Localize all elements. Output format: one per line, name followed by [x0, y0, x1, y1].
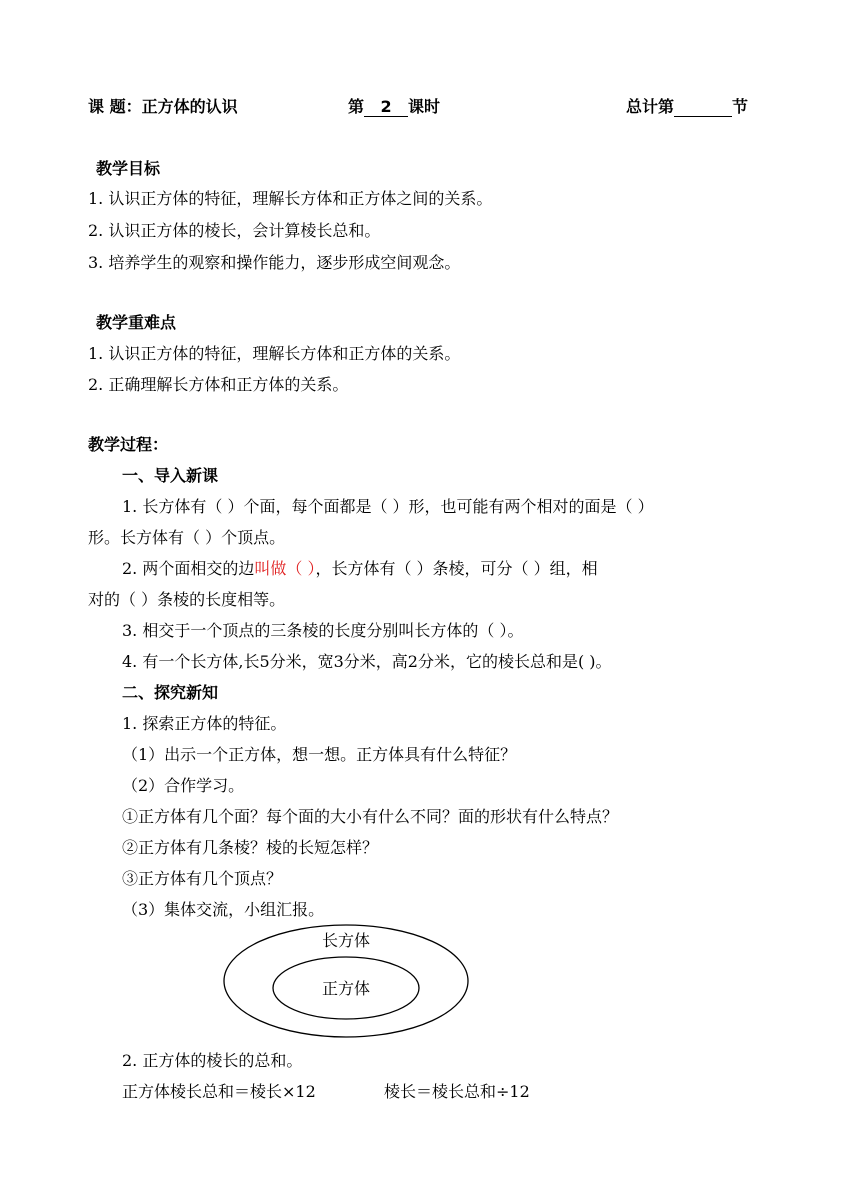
venn-svg: [220, 922, 472, 1040]
title-label: 课 题：正方体的认识: [88, 97, 238, 116]
process-heading: 教学过程：: [88, 435, 169, 454]
venn-diagram: [220, 922, 472, 1040]
objective-item: 3. 培养学生的观察和操作能力，逐步形成空间观念。: [88, 253, 461, 272]
question-2-text: 2. 两个面相交的边: [122, 559, 255, 578]
venn-outer-label: 长方体: [321, 931, 371, 950]
lesson-total: [626, 96, 748, 118]
total-blank: [674, 98, 732, 117]
question-1-line-2: 形。长方体有（ ）个顶点。: [88, 528, 286, 547]
venn-inner-label: 正方体: [321, 979, 371, 998]
total-prefix: 总计第: [626, 97, 675, 116]
explore-item-1: 1. 探索正方体的特征。: [122, 714, 287, 733]
objective-item: 1. 认识正方体的特征，理解长方体和正方体之间的关系。: [88, 189, 493, 208]
lesson-number: 2: [364, 98, 408, 117]
lesson-period: [348, 96, 440, 118]
formula-edge: 棱长＝棱长总和÷12: [384, 1082, 530, 1101]
explore-sub-1: （1）出示一个正方体，想一想。正方体具有什么特征？: [122, 745, 517, 764]
explore-sub-3: （3）集体交流，小组汇报。: [122, 900, 325, 919]
explore-circle-3: ③正方体有几个顶点？: [122, 869, 283, 888]
key-point-item: 1. 认识正方体的特征，理解长方体和正方体的关系。: [88, 344, 461, 363]
key-points-heading: 教学重难点: [96, 313, 177, 332]
objectives-heading: 教学目标: [96, 159, 161, 178]
section1-heading: 一、导入新课: [122, 466, 219, 485]
formula-total: 正方体棱长总和＝棱长×12: [122, 1082, 316, 1101]
lesson-prefix: 第: [348, 97, 365, 116]
explore-circle-2: ②正方体有几条棱？棱的长短怎样？: [122, 838, 379, 857]
explore-sub-2: （2）合作学习。: [122, 776, 245, 795]
section2-heading: 二、探究新知: [122, 683, 219, 702]
question-2-line-2: 对的（ ）条棱的长度相等。: [88, 590, 286, 609]
total-suffix: 节: [732, 97, 749, 116]
objective-item: 2. 认识正方体的棱长，会计算棱长总和。: [88, 221, 381, 240]
question-2-text-rest: ，长方体有（ ）条棱，可分（ ）组，相: [315, 559, 598, 578]
question-2-red-text: 叫做（ ）: [254, 559, 316, 578]
lesson-title: [88, 96, 238, 118]
question-4: 4. 有一个长方体,长5分米，宽3分米，高2分米，它的棱长总和是( )。: [122, 652, 612, 671]
explore-item-2: 2. 正方体的棱长的总和。: [122, 1051, 303, 1070]
question-3: 3. 相交于一个顶点的三条棱的长度分别叫长方体的（ ）。: [122, 621, 524, 640]
key-point-item: 2. 正确理解长方体和正方体的关系。: [88, 375, 349, 394]
explore-circle-1: ①正方体有几个面？每个面的大小有什么不同？面的形状有什么特点？: [122, 807, 619, 826]
question-2-line-1: [122, 558, 598, 580]
lesson-suffix: 课时: [408, 97, 441, 116]
question-1-line-1: 1. 长方体有（ ）个面，每个面都是（ ）形，也可能有两个相对的面是（ ）: [122, 497, 654, 516]
